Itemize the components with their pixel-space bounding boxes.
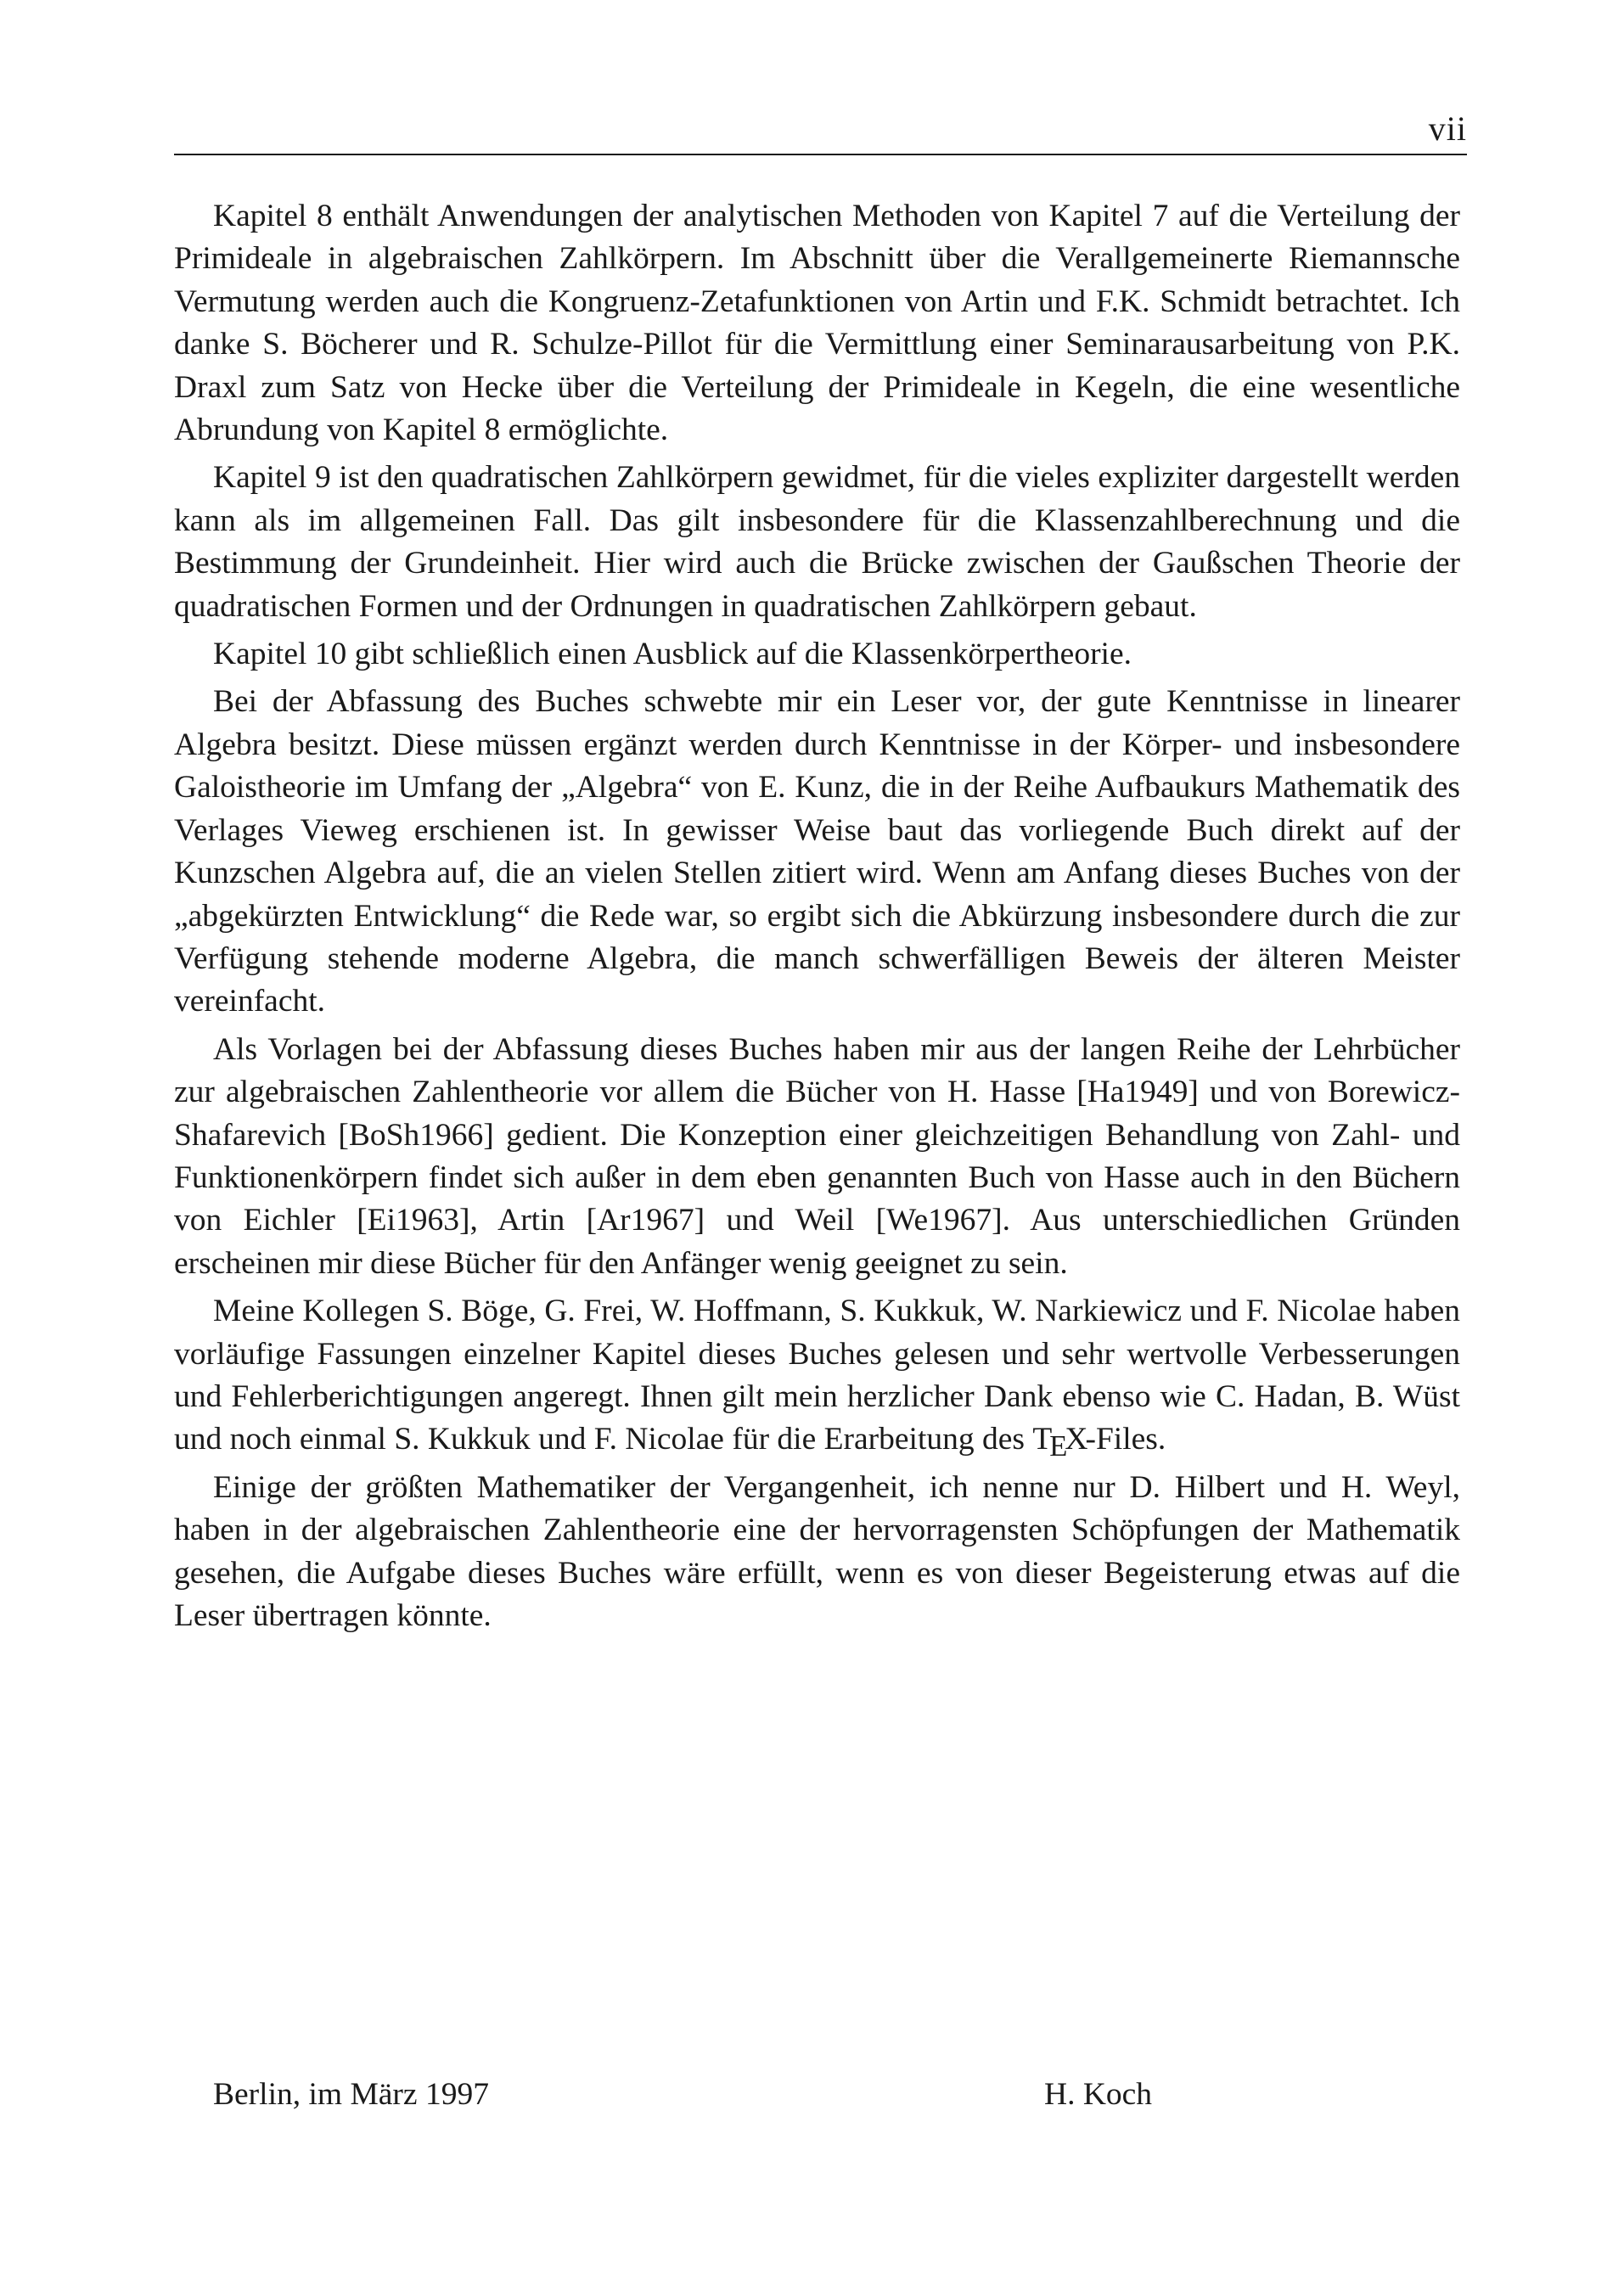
tex-logo-t: T [1032, 1422, 1050, 1457]
paragraph-reference-books: Als Vorlagen bei der Abfassung dieses Buches haben mir aus der langen Reihe der Lehrbücher zur algebraischen Zahlentheorie vor allem die Bücher von H. Hasse [Ha1949] und von Borewicz-Shafarevich [BoSh1966] gedient. Die Konzeption einer gleichzeitigen Behandlung von Zahl- und Funktionenkörpern findet sich außer in dem eben genannten Buch von Hasse auch in den Büchern von Eichler [Ei1963], Artin [Ar1967] und Weil [We1967]. Aus unterschiedlichen Gründen erscheinen mir diese Bücher für den Anfänger wenig geeignet zu sein. [174, 1031, 1460, 1281]
tex-logo-x: X [1065, 1422, 1086, 1457]
body-text [174, 195, 1460, 1642]
author-name: H. Koch [1044, 2077, 1153, 2112]
paragraph-chapter-9: Kapitel 9 ist den quadratischen Zahlkörpern gewidmet, für die vieles expliziter dargestellt werden kann als im allgemeinen Fall. Das gilt insbesondere für die Klassenzahlberechnung und die Bestimmung der Grundeinheit. Hier wird auch die Brücke zwischen der Gaußschen Theorie der quadratischen Formen und der Ordnungen in quadratischen Zahlkörpern gebaut. [174, 460, 1460, 624]
header-rule [174, 154, 1467, 155]
tex-logo-e: E [1049, 1430, 1065, 1463]
paragraph-reader-prerequisites: Bei der Abfassung des Buches schwebte mir ein Leser vor, der gute Kenntnisse in linearer Algebra besitzt. Diese müssen ergänzt werden durch Kenntnisse in der Körper- und insbesondere Galoistheorie im Umfang der „Algebra“ von E. Kunz, die in der Reihe Aufbaukurs Mathematik des Verlages Vieweg erschienen ist. In gewisser Weise baut das vorliegende Buch direkt auf der Kunzschen Algebra auf, die an vielen Stellen zitiert wird. Wenn am Anfang dieses Buches von der „abgekürzten Entwicklung“ die Rede war, so ergibt sich die Abkürzung insbesondere durch die zur Verfügung stehende moderne Algebra, die manch schwerfälligen Beweis der älteren Meister vereinfacht. [174, 684, 1460, 1019]
tex-logo [1032, 1422, 1086, 1463]
place-and-date: Berlin, im März 1997 [213, 2077, 489, 2112]
paragraph-chapter-8: Kapitel 8 enthält Anwendungen der analytischen Methoden von Kapitel 7 auf die Verteilung der Primideale in algebraischen Zahlkörpern. Im Abschnitt über die Verallgemeinerte Riemannsche Vermutung werden auch die Kongruenz-Zetafunktionen von Artin und F.K. Schmidt betrachtet. Ich danke S. Böcherer und R. Schulze-Pillot für die Vermittlung einer Seminarausarbeitung von P.K. Draxl zum Satz von Hecke über die Verteilung der Primideale in Kegeln, die eine wesentliche Abrundung von Kapitel 8 ermöglichte. [174, 199, 1460, 448]
paragraph-acknowledgements [174, 1290, 1460, 1462]
acknowledgements-text: Meine Kollegen S. Böge, G. Frei, W. Hoffmann, S. Kukkuk, W. Narkiewicz und F. Nicolae haben vorläufige Fassungen einzelner Kapitel dieses Buches gelesen und sehr wertvolle Verbesserungen und Fehlerberichtigungen angeregt. Ihnen gilt mein herzlicher Dank ebenso wie C. Hadan, B. Wüst und noch einmal S. Kukkuk und F. Nicolae für die Erarbeitung des [174, 1294, 1460, 1457]
page-number: vii [1428, 109, 1467, 148]
tex-files-suffix: -Files. [1085, 1422, 1166, 1457]
paragraph-closing: Einige der größten Mathematiker der Vergangenheit, ich nenne nur D. Hilbert und H. Weyl, haben in der algebraischen Zahlentheorie eine der hervorragensten Schöpfungen der Mathematik gesehen, die Aufgabe dieses Buches wäre erfüllt, wenn es von dieser Begeisterung etwas auf die Leser übertragen könnte. [174, 1469, 1460, 1633]
signature-line [0, 2073, 1624, 2117]
paragraph-chapter-10: Kapitel 10 gibt schließlich einen Ausblick auf die Klassenkörpertheorie. [213, 637, 1132, 672]
